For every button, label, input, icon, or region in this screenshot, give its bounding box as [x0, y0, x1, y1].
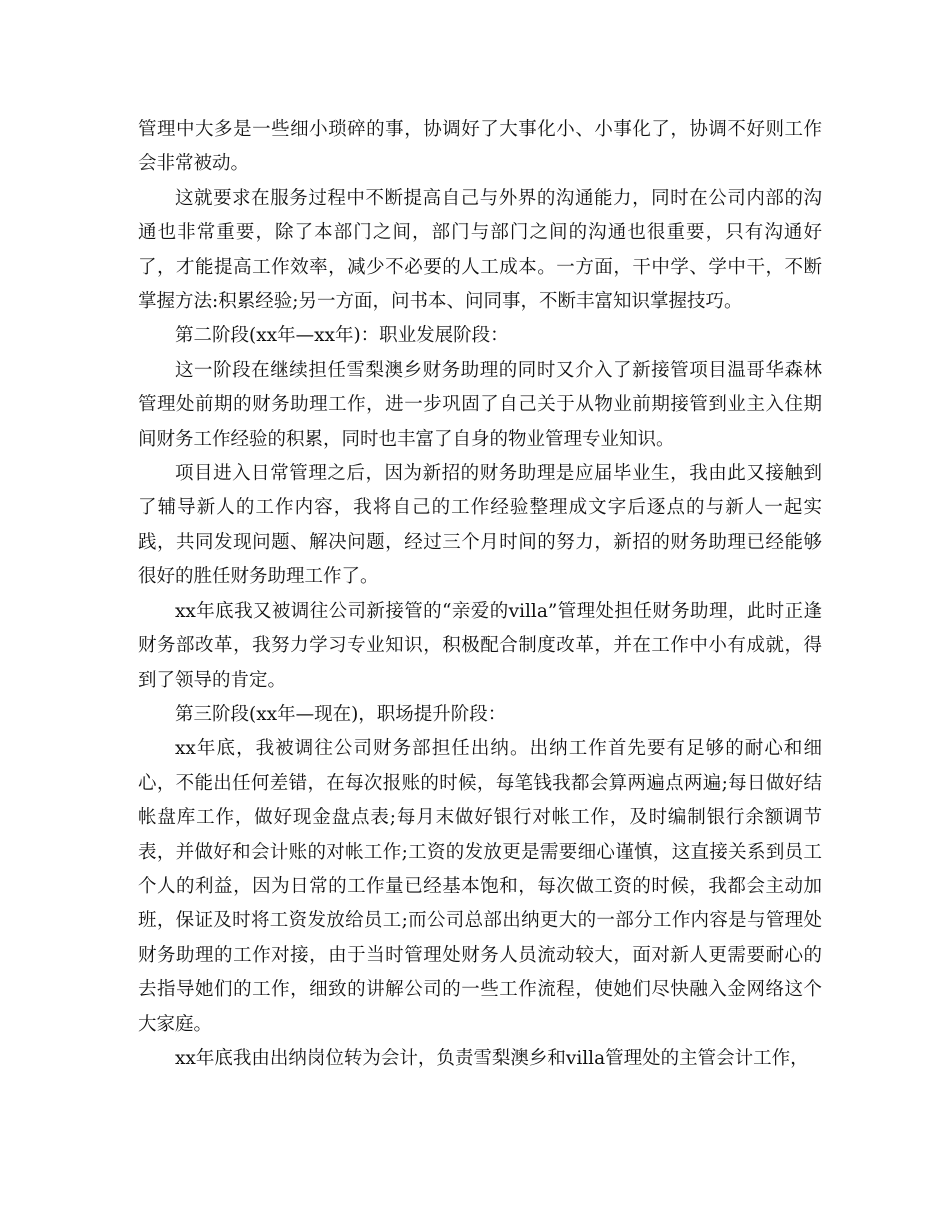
section-heading-stage-three: 第三阶段(xx年—现在)，职场提升阶段： — [175, 703, 507, 725]
paragraph-continuation: 管理中大多是一些细小琐碎的事，协调好了大事化小、小事化了，协调不好则工作会非常被动。 — [138, 119, 822, 175]
section-heading-stage-two: 第二阶段(xx年—xx年)：职业发展阶段： — [175, 325, 509, 347]
paragraph-stage-two-intro: 这一阶段在继续担任雪梨澳乡财务助理的同时又介入了新接管项目温哥华森林管理处前期的财务助理工作，进一步巩固了自己关于从物业前期接管到业主入住期间财务工作经验的积累，同时也丰富了自身的物业管理专业知识。 — [138, 359, 822, 450]
paragraph-villa-transfer: xx年底我又被调往公司新接管的“亲爱的villa”管理处担任财务助理，此时正逢财务部改革，我努力学习专业知识，积极配合制度改革，并在工作中小有成就，得到了领导的肯定。 — [138, 600, 822, 691]
paragraph-mentoring: 项目进入日常管理之后，因为新招的财务助理是应届毕业生，我由此又接触到了辅导新人的工作内容，我将自己的工作经验整理成文字后逐点的与新人一起实践，共同发现问题、解决问题，经过三个月时间的努力，新招的财务助理已经能够很好的胜任财务助理工作了。 — [138, 463, 822, 588]
paragraph-cashier-work: xx年底，我被调往公司财务部担任出纳。出纳工作首先要有足够的耐心和细心，不能出任何差错，在每次报账的时候，每笔钱我都会算两遍点两遍;每日做好结帐盘库工作，做好现金盘点表;每月末做好银行对帐工作，及时编制银行余额调节表，并做好和会计账的对帐工作;工资的发放更是需要细心谨慎，这直接关系到员工个人的利益，因为日常的工作量已经基本饱和，每次做工资的时候，我都会主动加班，保证及时将工资发放给员工;而公司总部出纳更大的一部分工作内容是与管理处财务助理的工作对接，由于当时管理处财务人员流动较大，面对新人更需要耐心的去指导她们的工作，细致的讲解公司的一些工作流程，使她们尽快融入金网络这个大家庭。 — [138, 738, 822, 1035]
paragraph-communication: 这就要求在服务过程中不断提高自己与外界的沟通能力，同时在公司内部的沟通也非常重要，除了本部门之间，部门与部门之间的沟通也很重要，只有沟通好了，才能提高工作效率，减少不必要的人工成本。一方面，干中学、学中干，不断掌握方法:积累经验;另一方面，问书本、问同事，不断丰富知识掌握技巧。 — [138, 187, 822, 313]
document-body — [138, 113, 822, 1076]
paragraph-accountant-transfer: xx年底我由出纳岗位转为会计，负责雪梨澳乡和villa管理处的主管会计工作， — [175, 1047, 809, 1069]
